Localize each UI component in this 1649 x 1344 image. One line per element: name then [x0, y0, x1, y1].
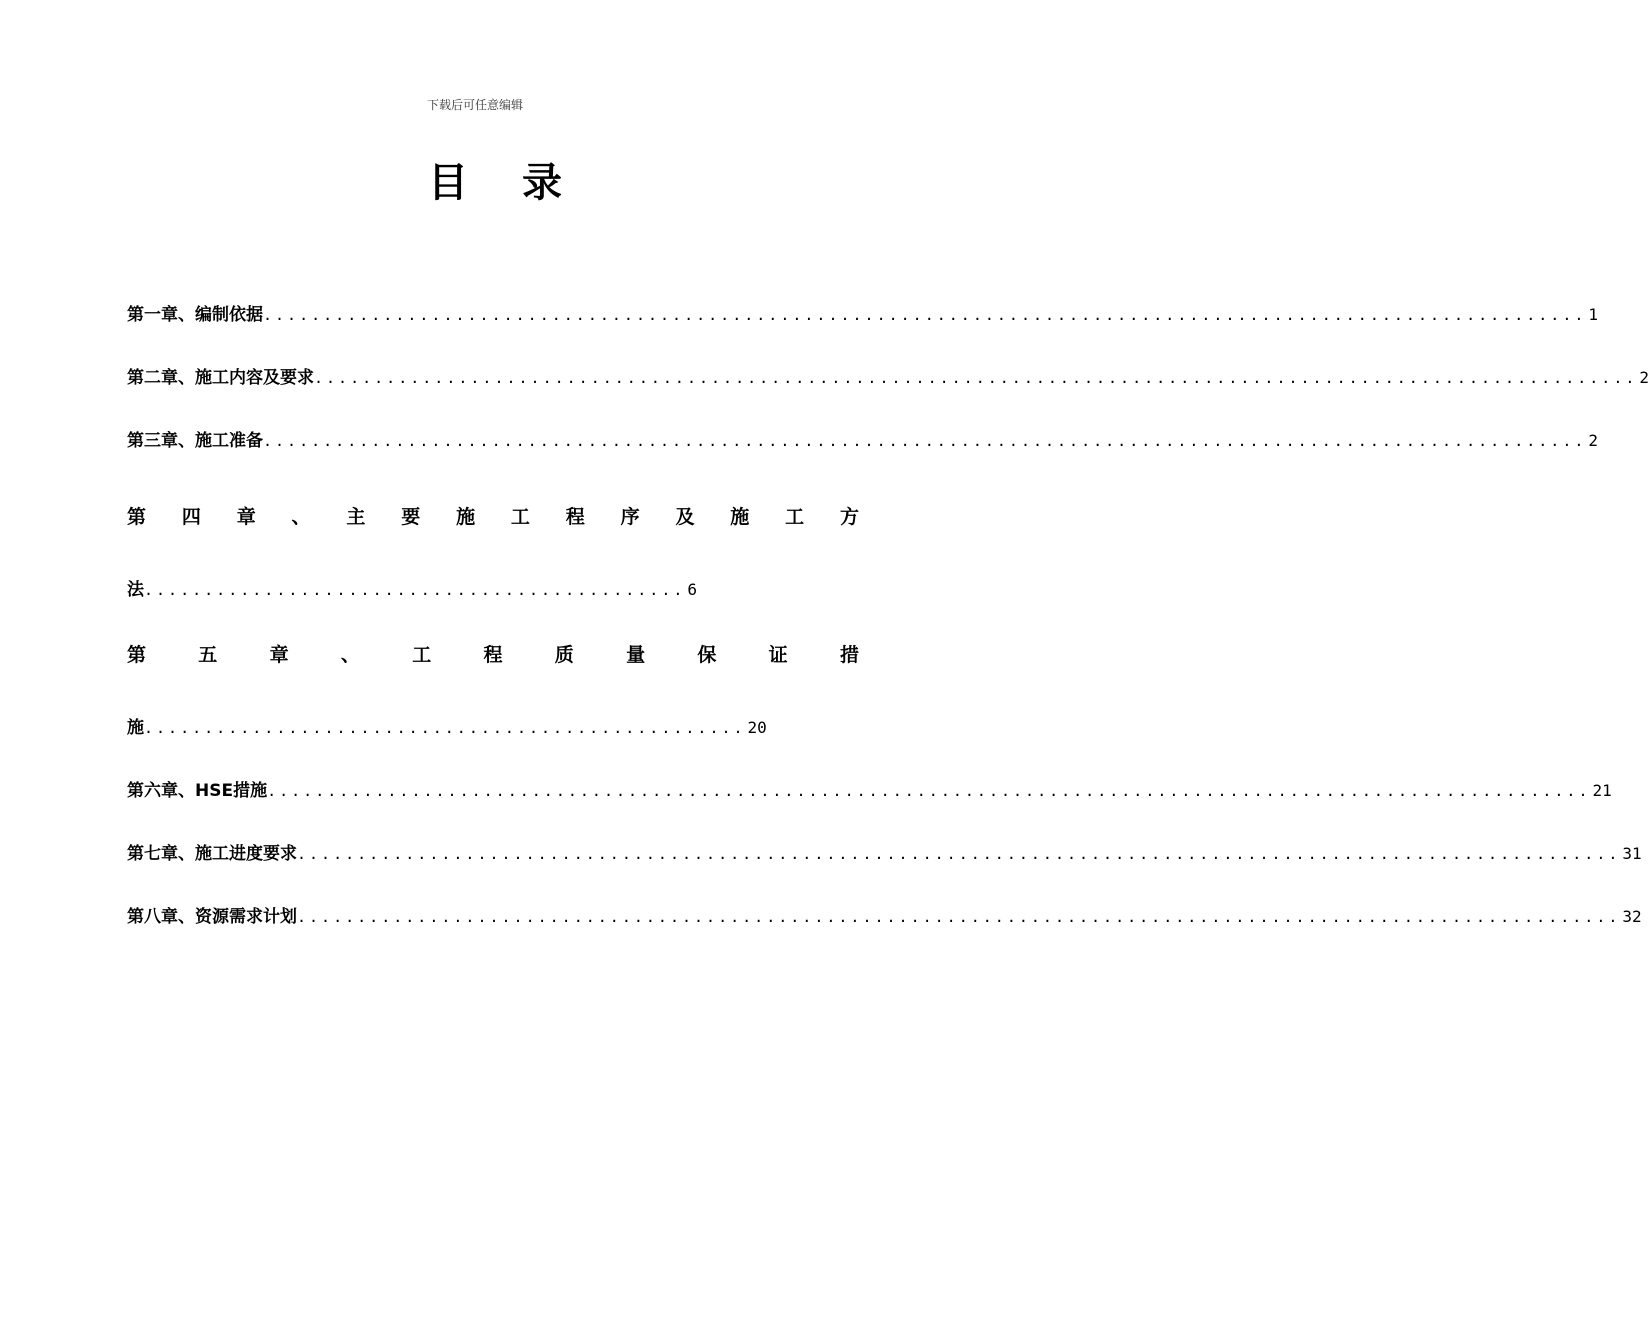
- toc-entry-ch4-line2[interactable]: [127, 578, 698, 602]
- toc-leader-dots: ..............................................................................................................: [263, 306, 1587, 324]
- toc-page-number: 32: [1622, 907, 1642, 926]
- toc-char: 量: [626, 643, 646, 666]
- toc-char: 第: [127, 643, 147, 666]
- toc-label: 法: [127, 580, 144, 600]
- toc-page-number: 31: [1622, 844, 1642, 863]
- toc-page-number: 2: [1588, 431, 1599, 450]
- toc-char: 工: [412, 643, 432, 666]
- toc-char: 证: [768, 643, 788, 666]
- toc-entry-ch8[interactable]: [127, 905, 1642, 929]
- toc-entry-ch4-line1[interactable]: [127, 502, 859, 528]
- toc-page-number: 6: [687, 580, 698, 599]
- toc-entry-ch2[interactable]: [127, 366, 1649, 390]
- toc-char: 四: [181, 505, 201, 528]
- title-char-1: 目: [428, 159, 468, 206]
- toc-entry-ch7[interactable]: [127, 842, 1642, 866]
- toc-label: 第二章、施工内容及要求: [127, 368, 314, 388]
- toc-char: 要: [401, 505, 421, 528]
- toc-leader-dots: ..............................................................................................................: [314, 369, 1638, 387]
- toc-char: 施: [456, 505, 476, 528]
- toc-page-number: 2: [1639, 368, 1649, 387]
- toc-page-number: 20: [747, 718, 767, 737]
- page-title: [0, 158, 950, 208]
- toc-char: 章: [269, 643, 289, 666]
- toc-char: 章: [236, 505, 256, 528]
- toc-char: 施: [730, 505, 750, 528]
- toc-entry-ch1[interactable]: [127, 303, 1599, 327]
- toc-char: 措: [839, 643, 859, 666]
- toc-entry-ch5-line1[interactable]: [127, 640, 859, 666]
- title-char-2: 录: [522, 159, 562, 206]
- toc-char: 五: [198, 643, 218, 666]
- toc-leader-dots: ..............................................................................................................: [267, 782, 1591, 800]
- toc-entry-ch3[interactable]: [127, 429, 1599, 453]
- page-header-note: 下载后可任意编辑: [426, 98, 523, 112]
- toc-label: 第六章、HSE措施: [127, 781, 268, 801]
- toc-leader-dots: .............................................: [144, 581, 686, 599]
- toc-char: 工: [510, 505, 530, 528]
- toc-char: 保: [697, 643, 717, 666]
- toc-entry-ch5-line2[interactable]: [127, 716, 767, 740]
- toc-page-number: 1: [1588, 305, 1599, 324]
- toc-leader-dots: ..............................................................................................................: [297, 845, 1621, 863]
- toc-char: 程: [483, 643, 503, 666]
- toc-char: 序: [620, 505, 640, 528]
- toc-label: 第七章、施工进度要求: [127, 844, 297, 864]
- toc-char: 程: [565, 505, 585, 528]
- toc-leader-dots: ..............................................................................................................: [297, 908, 1621, 926]
- toc-label: 第一章、编制依据: [127, 305, 263, 325]
- toc-char: 第: [127, 505, 147, 528]
- toc-char: 、: [340, 643, 360, 666]
- toc-char: 主: [346, 505, 366, 528]
- toc-char: 、: [291, 505, 311, 528]
- toc-label: 施: [127, 718, 144, 738]
- toc-char: 及: [675, 505, 695, 528]
- toc-char: 质: [554, 643, 574, 666]
- toc-char: 方: [839, 505, 859, 528]
- toc-label: 第三章、施工准备: [127, 431, 263, 451]
- toc-leader-dots: ..............................................................................................................: [263, 432, 1587, 450]
- toc-leader-dots: ..................................................: [144, 719, 746, 737]
- toc-label: 第八章、资源需求计划: [127, 907, 297, 927]
- toc-char: 工: [785, 505, 805, 528]
- toc-entry-ch6[interactable]: [127, 779, 1612, 803]
- toc-page-number: 21: [1592, 781, 1612, 800]
